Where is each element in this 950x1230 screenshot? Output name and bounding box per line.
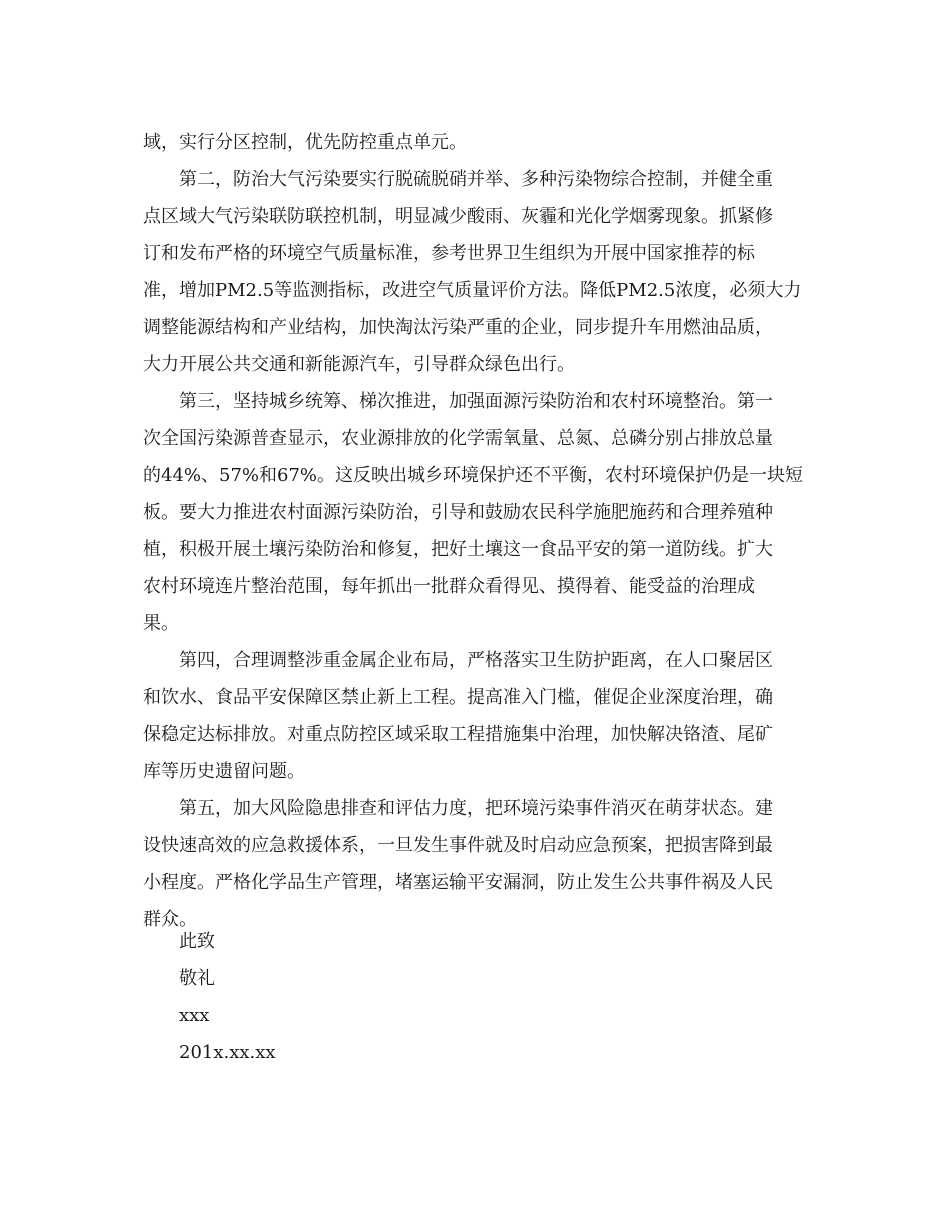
paragraph-line: 第五，加大风险隐患排查和评估力度，把环境污染事件消灭在萌芽状态。建 <box>179 798 773 819</box>
paragraph-line: 的44%、57%和67%。这反映出城乡环境保护还不平衡，农村环境保护仍是一块短 <box>143 465 804 486</box>
date: 201x.xx.xx <box>179 1042 276 1063</box>
paragraph-line: 域，实行分区控制，优先防控重点单元。 <box>143 132 467 153</box>
closing-salutation-2: 敬礼 <box>179 968 215 989</box>
paragraph-line: 订和发布严格的环境空气质量标准，参考世界卫生组织为开展中国家推荐的标 <box>143 243 755 264</box>
paragraph-line: 次全国污染源普查显示，农业源排放的化学需氧量、总氮、总磷分别占排放总量 <box>143 428 773 449</box>
paragraph-line: 第四，合理调整涉重金属企业布局，严格落实卫生防护距离，在人口聚居区 <box>179 650 773 671</box>
paragraph-line: 和饮水、食品平安保障区禁止新上工程。提高准入门槛，催促企业深度治理，确 <box>143 687 773 708</box>
signature: xxx <box>179 1005 210 1026</box>
paragraph-line: 群众。 <box>143 909 197 930</box>
paragraph-line: 板。要大力推进农村面源污染防治，引导和鼓励农民科学施肥施药和合理养殖种 <box>143 502 773 523</box>
paragraph-line: 点区域大气污染联防联控机制，明显减少酸雨、灰霾和光化学烟雾现象。抓紧修 <box>143 206 773 227</box>
paragraph-line: 准，增加PM2.5等监测指标，改进空气质量评价方法。降低PM2.5浓度，必须大力 <box>143 280 802 301</box>
paragraph-line: 农村环境连片整治范围，每年抓出一批群众看得见、摸得着、能受益的治理成 <box>143 576 755 597</box>
paragraph-line: 第二，防治大气污染要实行脱硫脱硝并举、多种污染物综合控制，并健全重 <box>179 169 773 190</box>
paragraph-line: 库等历史遗留问题。 <box>143 761 305 782</box>
closing-salutation-1: 此致 <box>179 931 215 952</box>
paragraph-line: 保稳定达标排放。对重点防控区域采取工程措施集中治理，加快解决铬渣、尾矿 <box>143 724 773 745</box>
paragraph-line: 调整能源结构和产业结构，加快淘汰污染严重的企业，同步提升车用燃油品质， <box>143 317 773 338</box>
paragraph-line: 果。 <box>143 613 179 634</box>
paragraph-line: 第三，坚持城乡统筹、梯次推进，加强面源污染防治和农村环境整治。第一 <box>179 391 773 412</box>
paragraph-line: 设快速高效的应急救援体系，一旦发生事件就及时启动应急预案，把损害降到最 <box>143 835 773 856</box>
paragraph-line: 小程度。严格化学品生产管理，堵塞运输平安漏洞，防止发生公共事件祸及人民 <box>143 872 773 893</box>
paragraph-line: 大力开展公共交通和新能源汽车，引导群众绿色出行。 <box>143 354 575 375</box>
paragraph-line: 植，积极开展土壤污染防治和修复，把好土壤这一食品平安的第一道防线。扩大 <box>143 539 773 560</box>
